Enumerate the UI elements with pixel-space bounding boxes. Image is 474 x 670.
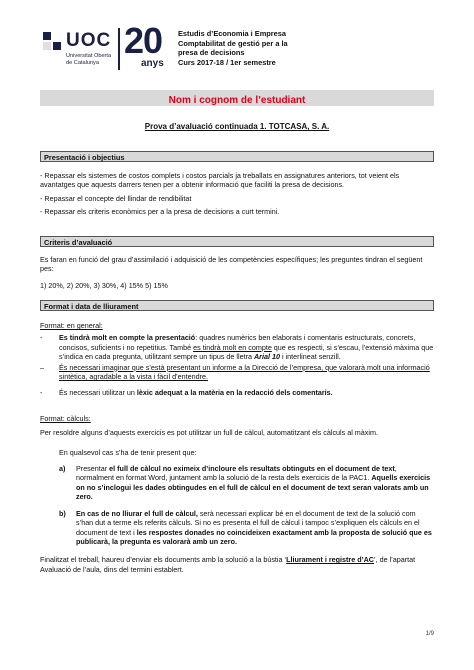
format-bullet-1 xyxy=(40,333,434,361)
section-heading-format-text: Format i data de lliurament xyxy=(44,302,139,311)
item-b-marker: b) xyxy=(59,508,66,518)
uoc-logo-sub2: de Catalunya xyxy=(66,60,99,66)
final-note-mailbox: Lliurament i registre d’AC xyxy=(286,555,374,565)
criteris-weights: 1) 20%, 2) 20%, 3) 30%, 4) 15% 5) 15% xyxy=(40,280,168,290)
presentacio-objective-3: - Repassar els criteris econòmics per a la presa de decisions a curt termini. xyxy=(40,207,280,217)
page-number: 1/9 xyxy=(425,631,434,637)
item-b-bold2: les respostes donades no coincideixen exactament amb la proposta de solució que es publicarà, la pregunta es valorarà amb un zero. xyxy=(76,527,432,546)
format-bullet-3-bold: lèxic adequat a la matèria en la redacció dels comentaris. xyxy=(136,388,333,398)
item-a-bold2: Aquells exercicis on no s’inclogui les dades obtingudes en el full de càlcul en el document de text seran valorats amb un zero. xyxy=(76,473,431,502)
format-bullet-3-text xyxy=(59,388,333,397)
format-bullet-1-underline: es tindrà molt en compte xyxy=(193,342,272,352)
bullet-dash: - xyxy=(40,333,43,343)
format-body xyxy=(40,321,434,574)
format-calc-label: Format: càlculs: xyxy=(40,413,91,423)
format-bullet-3-pre: És necessari utilitzar un xyxy=(59,388,137,398)
format-item-a-text xyxy=(76,464,434,502)
uoc-logo-sub1: Universitat Oberta xyxy=(66,53,112,59)
anniversary-badge xyxy=(124,22,174,74)
format-item-b xyxy=(40,509,434,547)
uoc-logo xyxy=(40,28,116,72)
header-divider xyxy=(118,28,120,70)
course-subject-cont: presa de decisions xyxy=(178,48,245,58)
presentacio-body xyxy=(40,171,434,217)
presentacio-objective-1: - Repassar els sistemes de costos complets i costos parcials ja treballats en assignatures anteriors, tot veient els avantatges que aquests darrers tenen per a obtenir informació que faciliti la presa de decisions. xyxy=(40,171,400,190)
bullet-dash: - xyxy=(40,388,43,398)
final-note-pre: Finalitzat el treball, haureu d’enviar els documents amb la solució a la bústia ‘ xyxy=(40,555,287,565)
item-b-bold: En cas de no lliurar el full de càlcul, xyxy=(76,508,198,518)
item-a-bold: el full de càlcul no eximeix d’incloure els resultats obtinguts en el document de text xyxy=(109,464,395,474)
item-a-mid: , normalment en format Word, juntament amb la solució de la resta dels exercicis de la PAC1. xyxy=(76,464,397,483)
course-faculty: Estudis d’Economia i Empresa xyxy=(178,29,287,38)
section-heading-presentacio-text: Presentació i objectius xyxy=(44,153,125,162)
format-bullet-1-bold: Es tindrà molt en compte la presentació xyxy=(59,333,196,343)
student-name-box xyxy=(40,90,434,106)
anniversary-number: 20 xyxy=(124,20,163,61)
section-heading-presentacio xyxy=(40,151,434,162)
format-bullet-2-text: És necessari imaginar que s’està presentant un informe a la Direcció de l’empresa, que valorarà molt una informació sintètica, agradable a la vista i fàcil d’entendre. xyxy=(59,362,430,382)
criteris-body xyxy=(40,255,434,290)
format-bullet-1-rest2: que es respecti, si s’escau, l’extensió màxima que s’indica en cada pregunta, utilitzant sempre un tipus de lletra xyxy=(59,342,434,362)
criteris-intro: Es faran en funció del grau d’assimilació i adquisició de les competències específiques; les preguntes tindran el següent pes: xyxy=(40,255,423,274)
format-item-a xyxy=(40,464,434,502)
format-item-b-text xyxy=(76,509,434,547)
section-heading-format xyxy=(40,300,434,311)
format-bullet-1-rest: : quadres numèrics ben elaborats i comentaris estructurats, concrets, concisos, suficients i no repetitius. També xyxy=(59,333,416,352)
exam-title: Prova d’avaluació continuada 1. TOTCASA, S. A. xyxy=(144,122,330,131)
format-bullet-1-font: Arial 10 xyxy=(253,352,280,362)
format-bullet-1-text xyxy=(59,333,434,361)
format-bullet-3 xyxy=(40,388,434,397)
format-final-note xyxy=(40,555,434,574)
format-bullet-2 xyxy=(40,363,434,382)
course-subject: Comptabilitat de gestió per a la xyxy=(178,38,288,48)
format-bullet-1-end: i interlineat senzill. xyxy=(279,352,341,362)
course-info xyxy=(178,29,338,67)
section-heading-criteris xyxy=(40,236,434,247)
final-note-post: ’, de l’apartat Avaluació de l’aula, dins del termini establert. xyxy=(40,555,416,574)
uoc-logo-text: UOC xyxy=(66,30,112,51)
item-b-rest: serà necessari explicar bé en el document de text de la solució com s’han dut a terme els referits càlculs. Si no es presenta el full de càlcul i tampoc s’expliquen els càlculs en el document de text i xyxy=(76,508,420,537)
presentacio-objective-2: - Repassar el concepte del llindar de rendibilitat xyxy=(40,193,192,203)
item-a-marker: a) xyxy=(59,464,66,474)
section-heading-criteris-text: Criteris d’avaluació xyxy=(44,238,113,247)
format-calc-intro: Per resoldre alguns d’aquests exercicis es pot utilitzar un full de càlcul, automatitzant els càlculs al màxim. xyxy=(40,428,378,438)
student-name: Nom i cognom de l’estudiant xyxy=(168,95,306,106)
format-calc-note: En qualsevol cas s’ha de tenir present que: xyxy=(59,447,197,457)
bullet-dash: – xyxy=(40,362,44,372)
course-term: Curs 2017-18 / 1er semestre xyxy=(178,57,276,67)
format-general-label: Format: en general: xyxy=(40,321,103,330)
item-a-pre: Presentar xyxy=(76,464,110,474)
anniversary-word: anys xyxy=(141,58,164,69)
uoc-logo-mark xyxy=(43,32,63,52)
